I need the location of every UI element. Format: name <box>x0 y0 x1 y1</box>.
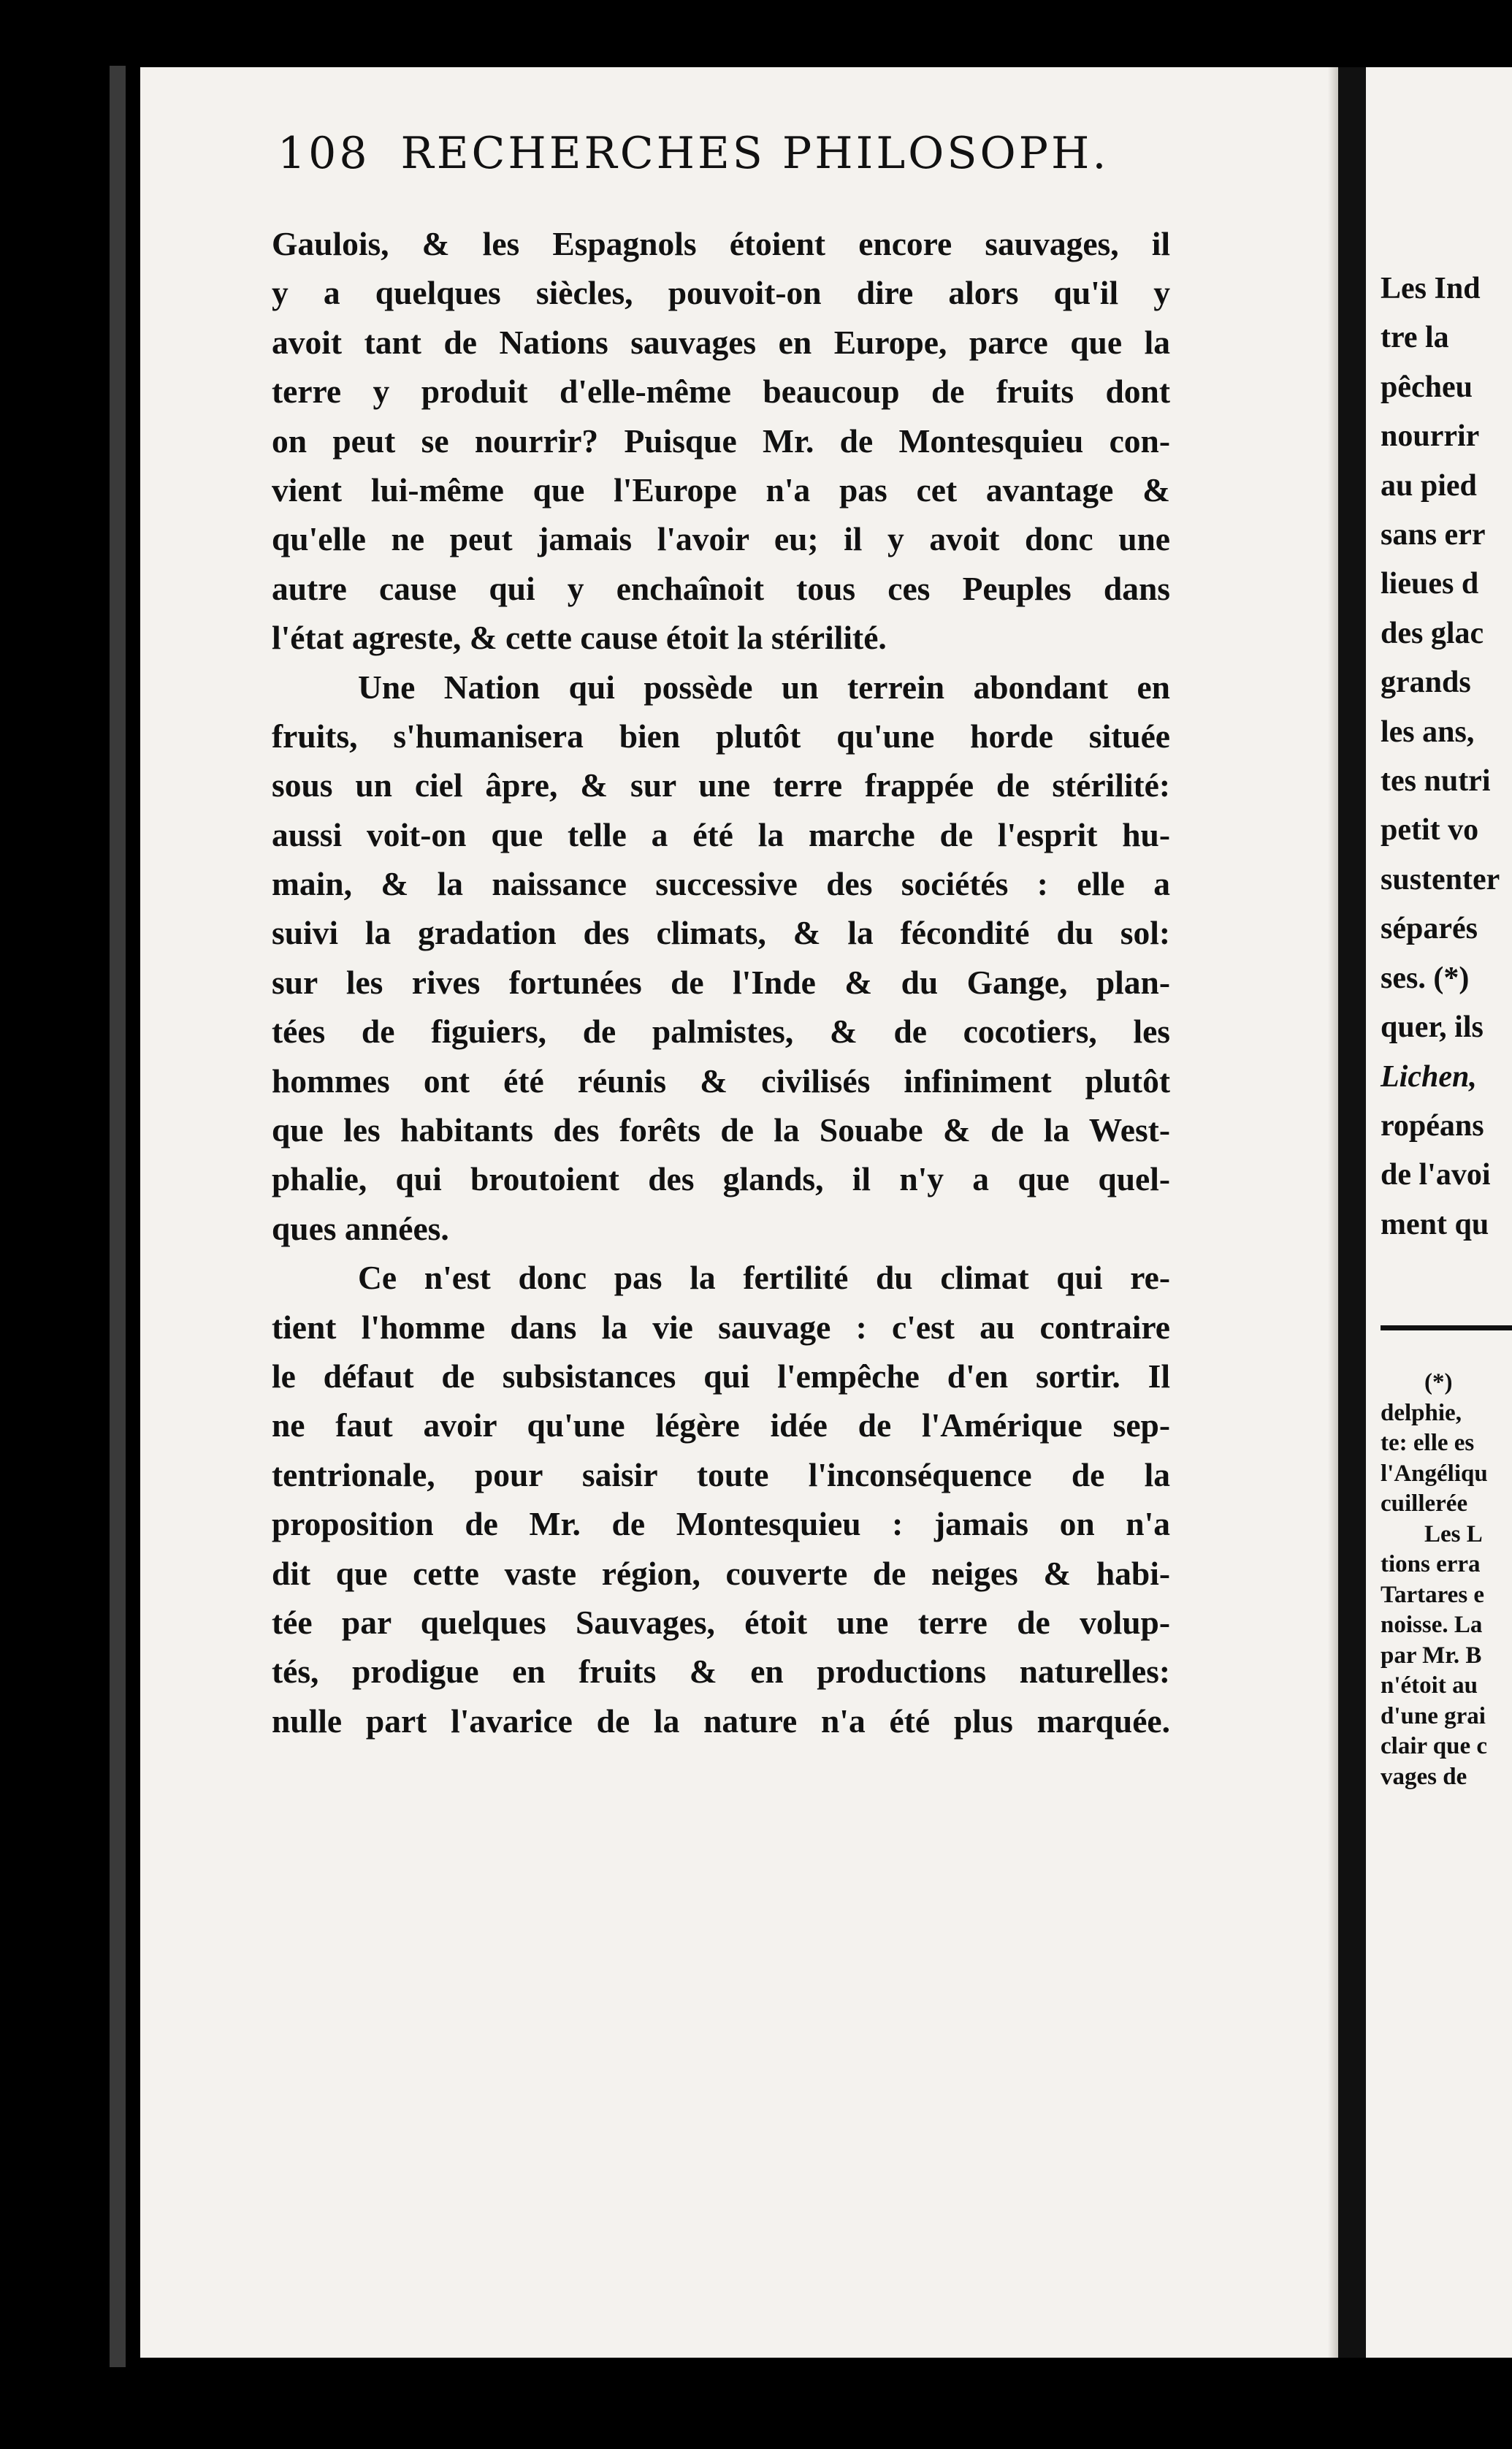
footnote-line: tions erra <box>1381 1551 1481 1577</box>
text-line: ses. (*) <box>1381 961 1470 995</box>
text-line: de l'avoi <box>1381 1158 1491 1192</box>
text-line: petit vo <box>1381 813 1479 848</box>
text-line: y a quelques siècles, pouvoit-on dire alors qu'il y <box>272 274 1170 312</box>
text-line: hommes ont été réunis & civilisés infiniment plutôt <box>272 1062 1170 1100</box>
text-line: sans err <box>1381 518 1486 552</box>
footnote-line: te: elle es <box>1381 1430 1475 1456</box>
footnote-line: clair que c <box>1381 1733 1488 1759</box>
body-text <box>272 219 1170 1745</box>
text-line: l'état agreste, & cette cause étoit la stérilité. <box>272 619 887 657</box>
text-line: pêcheu <box>1381 370 1473 404</box>
footnote-rule <box>1381 1325 1512 1330</box>
text-line: que les habitants des forêts de la Souabe & de la West- <box>272 1111 1170 1149</box>
text-line: le défaut de subsistances qui l'empêche d'en sortir. Il <box>272 1357 1170 1395</box>
text-line: au pied <box>1381 468 1477 503</box>
text-line: lieues d <box>1381 567 1479 601</box>
text-line: Gaulois, & les Espagnols étoient encore sauvages, il <box>272 225 1170 262</box>
text-line: fruits, s'humanisera bien plutôt qu'une horde située <box>272 717 1170 755</box>
running-head <box>278 128 1227 179</box>
text-line: autre cause qui y enchaînoit tous ces Peuples dans <box>272 569 1170 607</box>
text-line: séparés <box>1381 912 1478 946</box>
text-line: dit que cette vaste région, couverte de neiges & habi- <box>272 1554 1170 1592</box>
right-page-text <box>1381 264 1500 1249</box>
text-line: ne faut avoir qu'une légère idée de l'Amérique sep- <box>272 1406 1170 1444</box>
text-line: Ce n'est donc pas la fertilité du climat qui re- <box>358 1259 1170 1297</box>
page-edge-line <box>110 66 126 2367</box>
text-line: tes nutri <box>1381 764 1491 799</box>
text-line: tre la <box>1381 321 1449 355</box>
text-line: les ans, <box>1381 715 1475 749</box>
text-line: sous un ciel âpre, & sur une terre frappée de stérilité: <box>272 766 1170 804</box>
text-line: qu'elle ne peut jamais l'avoir eu; il y avoit donc une <box>272 520 1170 558</box>
footnote-line: delphie, <box>1381 1399 1462 1426</box>
text-line: ment qu <box>1381 1207 1489 1241</box>
page-gutter-shadow <box>1328 67 1338 2358</box>
text-line: tient l'homme dans la vie sauvage : c'est au contraire <box>272 1308 1170 1346</box>
page-number: 108 <box>278 128 370 179</box>
running-title: RECHERCHES PHILOSOPH. <box>400 128 1110 179</box>
text-line: terre y produit d'elle-même beaucoup de fruits dont <box>272 373 1170 411</box>
text-line: grands <box>1381 666 1471 700</box>
text-line: suivi la gradation des climats, & la fécondité du sol: <box>272 914 1170 952</box>
text-line: main, & la naissance successive des sociétés : elle a <box>272 865 1170 903</box>
left-book-edge <box>0 0 139 2449</box>
footnote-line: noisse. La <box>1381 1612 1483 1638</box>
text-line: Les Ind <box>1381 272 1481 305</box>
text-line: nulle part l'avarice de la nature n'a été plus marquée. <box>272 1702 1170 1740</box>
text-line: tés, prodigue en fruits & en productions naturelles: <box>272 1653 1170 1691</box>
right-page-footnotes <box>1381 1368 1488 1792</box>
right-page-fragment <box>1366 67 1512 2358</box>
footnote-line: cuillerée <box>1381 1490 1468 1517</box>
footnote-line: n'étoit au <box>1381 1672 1478 1699</box>
text-line: tées de figuiers, de palmistes, & de cocotiers, les <box>272 1013 1170 1051</box>
footnote-line: (*) <box>1424 1369 1453 1395</box>
text-line: phalie, qui broutoient des glands, il n'y a que quel- <box>272 1160 1170 1198</box>
text-line: nourrir <box>1381 419 1480 454</box>
footnote-line: Tartares e <box>1381 1581 1485 1608</box>
text-line: vient lui-même que l'Europe n'a pas cet avantage & <box>272 471 1170 509</box>
text-line: sur les rives fortunées de l'Inde & du Gange, plan- <box>272 963 1170 1001</box>
footnote-line: Les L <box>1424 1520 1483 1547</box>
text-line: Lichen, <box>1381 1059 1477 1094</box>
text-line: avoit tant de Nations sauvages en Europe, parce que la <box>272 323 1170 361</box>
text-line: tentrionale, pour saisir toute l'inconséquence de la <box>272 1455 1170 1493</box>
text-line: Une Nation qui possède un terrein abondant en <box>358 668 1170 706</box>
text-line: aussi voit-on que telle a été la marche de l'esprit hu- <box>272 815 1170 853</box>
footnote-line: d'une grai <box>1381 1702 1486 1729</box>
text-line: sustenter <box>1381 862 1500 896</box>
footnote-line: l'Angéliqu <box>1381 1460 1488 1487</box>
text-line: des glac <box>1381 616 1484 650</box>
text-line: ques années. <box>272 1209 449 1247</box>
book-gutter <box>1338 67 1366 2358</box>
text-line: quer, ils <box>1381 1010 1484 1045</box>
text-line: proposition de Mr. de Montesquieu : jamais on n'a <box>272 1505 1170 1543</box>
footnote-line: vages de <box>1381 1763 1467 1790</box>
text-line: tée par quelques Sauvages, étoit une terre de volup- <box>272 1603 1170 1641</box>
text-line: ropéans <box>1381 1108 1484 1143</box>
footnote-line: par Mr. B <box>1381 1642 1482 1669</box>
text-line: on peut se nourrir? Puisque Mr. de Montesquieu con- <box>272 422 1170 460</box>
